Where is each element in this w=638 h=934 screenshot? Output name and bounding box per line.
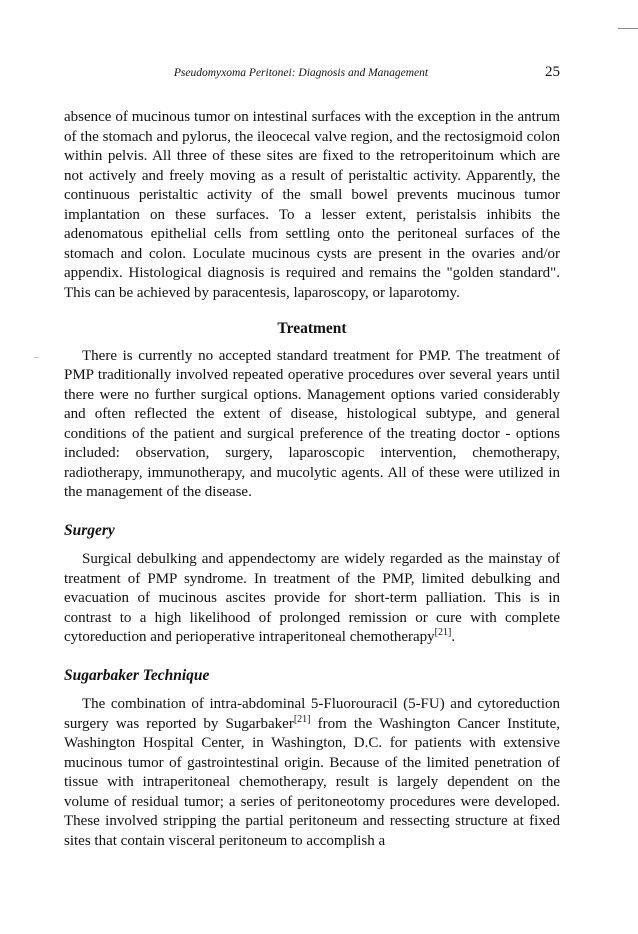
citation-21: [21] [293, 713, 311, 725]
paragraph-intro: absence of mucinous tumor on intestinal surfaces with the exception in the antrum of the stomach and pylorus, the ileocecal valve region, and the rectosigmoid colon within pelvis. All three of these sites are fixed to the retroperitoinum which are not actively and freely moving as a result of peristaltic activity. Apparently, the continuous peristaltic activity of the small bowel prevents mucinous tumor implantation on these surfaces. To a lesser extent, peristalsis inhibits the adenomatous epithelial cells from settling onto the peritoneal surfaces of the stomach and colon. Loculate mucinous cysts are present in the ovaries and/or appendix. Histological diagnosis is required and remains the "golden standard". This can be achieved by paracentesis, laparoscopy, or laparotomy. [64, 109, 560, 301]
running-title: Pseudomyxoma Peritonei: Diagnosis and Management [173, 67, 429, 79]
paragraph-sugarbaker [64, 695, 560, 851]
paragraph-surgery [64, 550, 560, 648]
surgery-text: Surgical debulking and appendectomy are widely regarded as the mainstay of treatment of PMP syndrome. In treatment of the PMP, limited debulking and evacuation of mucinous ascites provide for short-term palliation. This is in contrast to a high likelihood of prolonged remission or cure with complete cytoreduction and perioperative intraperitoneal chemotherapy [64, 551, 560, 645]
citation-21: [21] [434, 627, 452, 638]
heading-sugarbaker-technique: Sugarbaker Technique [64, 666, 210, 684]
heading-surgery: Surgery [64, 521, 115, 539]
surgery-text-end: . [451, 629, 456, 645]
scan-mark: – [34, 352, 39, 362]
sugarbaker-text-b: from the Washington Cancer Institute, Washington Hospital Center, in Washington, D.C. for patients with extensive mucinous tumor of gastrointestinal origin. Because of the limited penetration of tissue with intraperitoneal chemotherapy, result is largely dependent on the volume of residual tumor; a series of peritoneotomy procedures were developed. These involved stripping the partial peritoneum and ressecting structure at fixed sites that contain visceral peritoneum to accomplish a [64, 715, 560, 849]
paragraph-treatment: There is currently no accepted standard treatment for PMP. The treatment of PMP traditionally involved repeated operative procedures over several years until there were no further surgical options. Management options varied considerably and often reflected the extent of disease, histological subtype, and general conditions of the patient and surgical preference of the treating doctor - options included: observation, surgery, laparoscopic intervention, chemotherapy, radiotherapy, immunotherapy, and mucolytic agents. All of these were utilized in the management of the disease. [64, 347, 560, 500]
sugarbaker-text-a: The combination of intra-abdominal 5-Fluorouracil (5-FU) and cytoreduction surgery was reported by Sugarbaker [64, 696, 560, 732]
edge-rule [618, 28, 638, 29]
body-text [64, 108, 560, 851]
page-number: 25 [545, 64, 560, 80]
heading-treatment: Treatment [277, 320, 347, 337]
